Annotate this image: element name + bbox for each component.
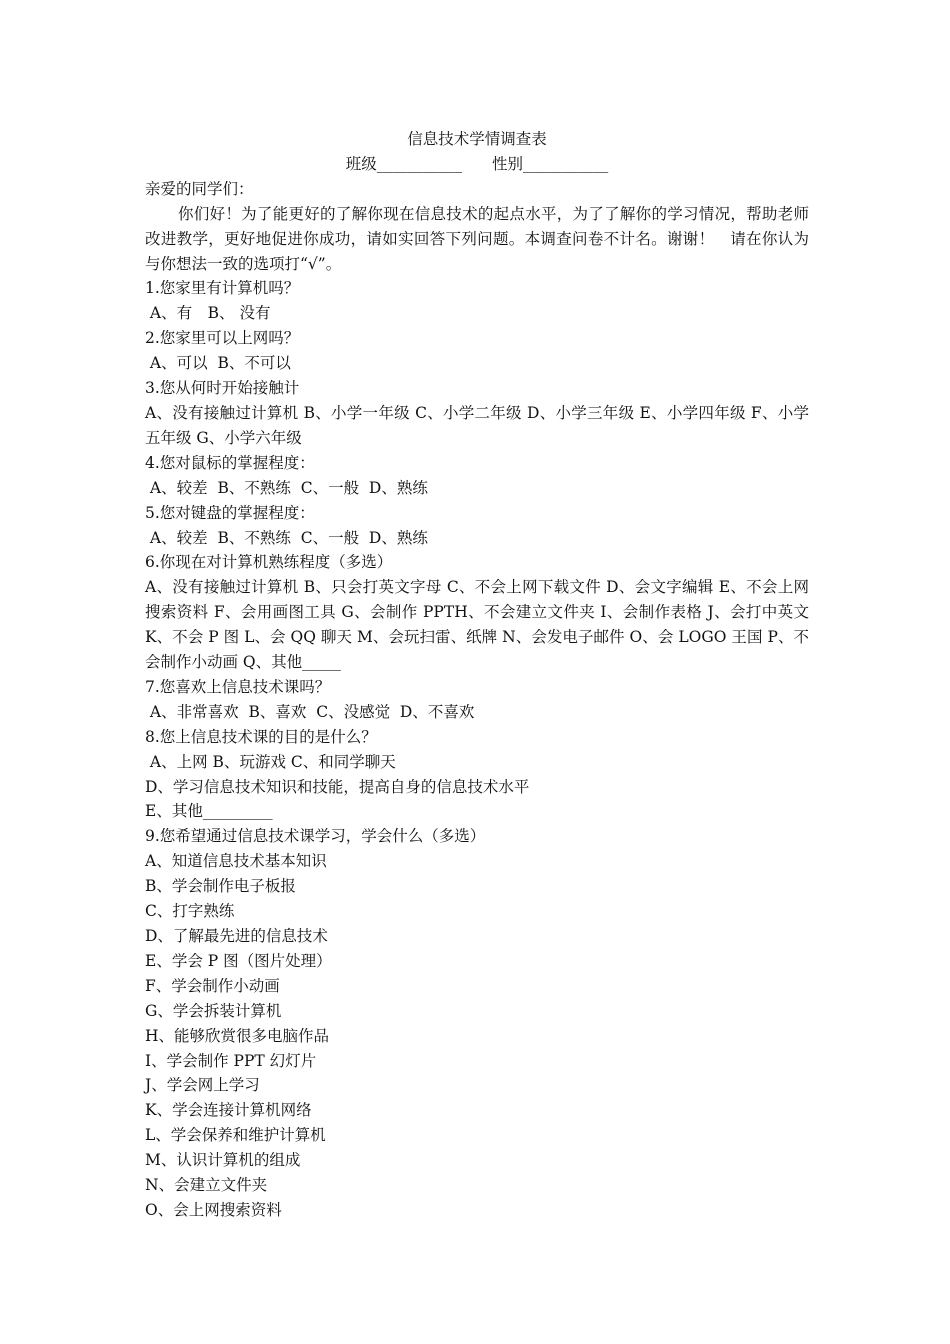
question-9-option: B、学会制作电子板报 [145,877,296,896]
question-9-option: M、认识计算机的组成 [145,1151,301,1170]
question-9-option: H、能够欣赏很多电脑作品 [145,1026,330,1045]
question-1-options: A、有 B、 没有 [145,304,271,323]
question-3: 3.您从何时开始接触计 [145,379,300,398]
question-9-option: N、会建立文件夹 [145,1176,268,1195]
question-2-options: A、可以 B、不可以 [145,354,291,373]
question-5: 5.您对键盘的掌握程度： [145,503,315,522]
question-7-options: A、非常喜欢 B、喜欢 C、没感觉 D、不喜欢 [145,702,475,721]
document-title: 信息技术学情调查表 [407,130,547,148]
question-8-option-line: D、学习信息技术知识和技能，提高自身的信息技术水平 [145,777,530,796]
question-9-option: J、学会网上学习 [145,1076,260,1095]
question-9-option: K、学会连接计算机网络 [145,1101,312,1120]
question-1: 1.您家里有计算机吗？ [145,279,300,298]
question-9-option: O、会上网搜索资料 [145,1200,282,1219]
survey-document [145,127,809,1223]
question-9-option: G、学会拆装计算机 [145,1001,282,1020]
question-9-option: F、学会制作小动画 [145,976,280,995]
question-7: 7.您喜欢上信息技术课吗？ [145,677,331,696]
question-9-option: L、学会保养和维护计算机 [145,1126,326,1145]
question-9-option: E、学会 P 图（图片处理） [145,951,332,970]
question-6: 6.你现在对计算机熟练程度（多选） [145,553,393,572]
gender-field: 性别___________ [492,154,609,173]
question-5-options: A、较差 B、不熟练 C、一般 D、熟练 [145,528,428,547]
question-4: 4.您对鼠标的掌握程度： [145,453,315,472]
class-field: 班级___________ [345,154,462,173]
question-8-option-line: E、其他_________ [145,802,273,821]
intro-paragraph: 你们好！为了能更好的了解你现在信息技术的起点水平，为了了解你的学习情况，帮助老师改进教学，更好地促进你成功，请如实回答下列问题。本调查问卷不计名。谢谢！ 请在你认为与你想法一致的选项打“√”。 [145,204,809,273]
question-9-option: C、打字熟练 [145,902,235,921]
question-3-options: A、没有接触过计算机 B、小学一年级 C、小学二年级 D、小学三年级 E、小学四年级 F、小学五年级 G、小学六年级 [145,403,809,447]
question-6-options: A、没有接触过计算机 B、只会打英文字母 C、不会上网下载文件 D、会文字编辑 E、不会上网搜索资料 F、会用画图工具 G、会制作 PPTH、不会建立文件夹 I、会制作表格 J、会打中英文 K、不会 P 图 L、会 QQ 聊天 M、会玩扫雷、纸牌 N、会发电子邮件 O、会 LOGO 王国 P、不会制作小动画 Q、其他_____ [145,578,809,672]
question-2: 2.您家里可以上网吗？ [145,329,300,348]
question-9-option: D、了解最先进的信息技术 [145,927,328,945]
greeting: 亲爱的同学们： [145,179,254,198]
info-line [145,152,809,177]
question-8: 8.您上信息技术课的目的是什么？ [145,727,377,746]
question-9-option: I、学会制作 PPT 幻灯片 [145,1051,317,1070]
question-9: 9.您希望通过信息技术课学习，学会什么（多选） [145,827,486,846]
question-4-options: A、较差 B、不熟练 C、一般 D、熟练 [145,478,428,497]
question-9-option: A、知道信息技术基本知识 [145,852,327,871]
question-8-option-line: A、上网 B、玩游戏 C、和同学聊天 [145,752,396,771]
